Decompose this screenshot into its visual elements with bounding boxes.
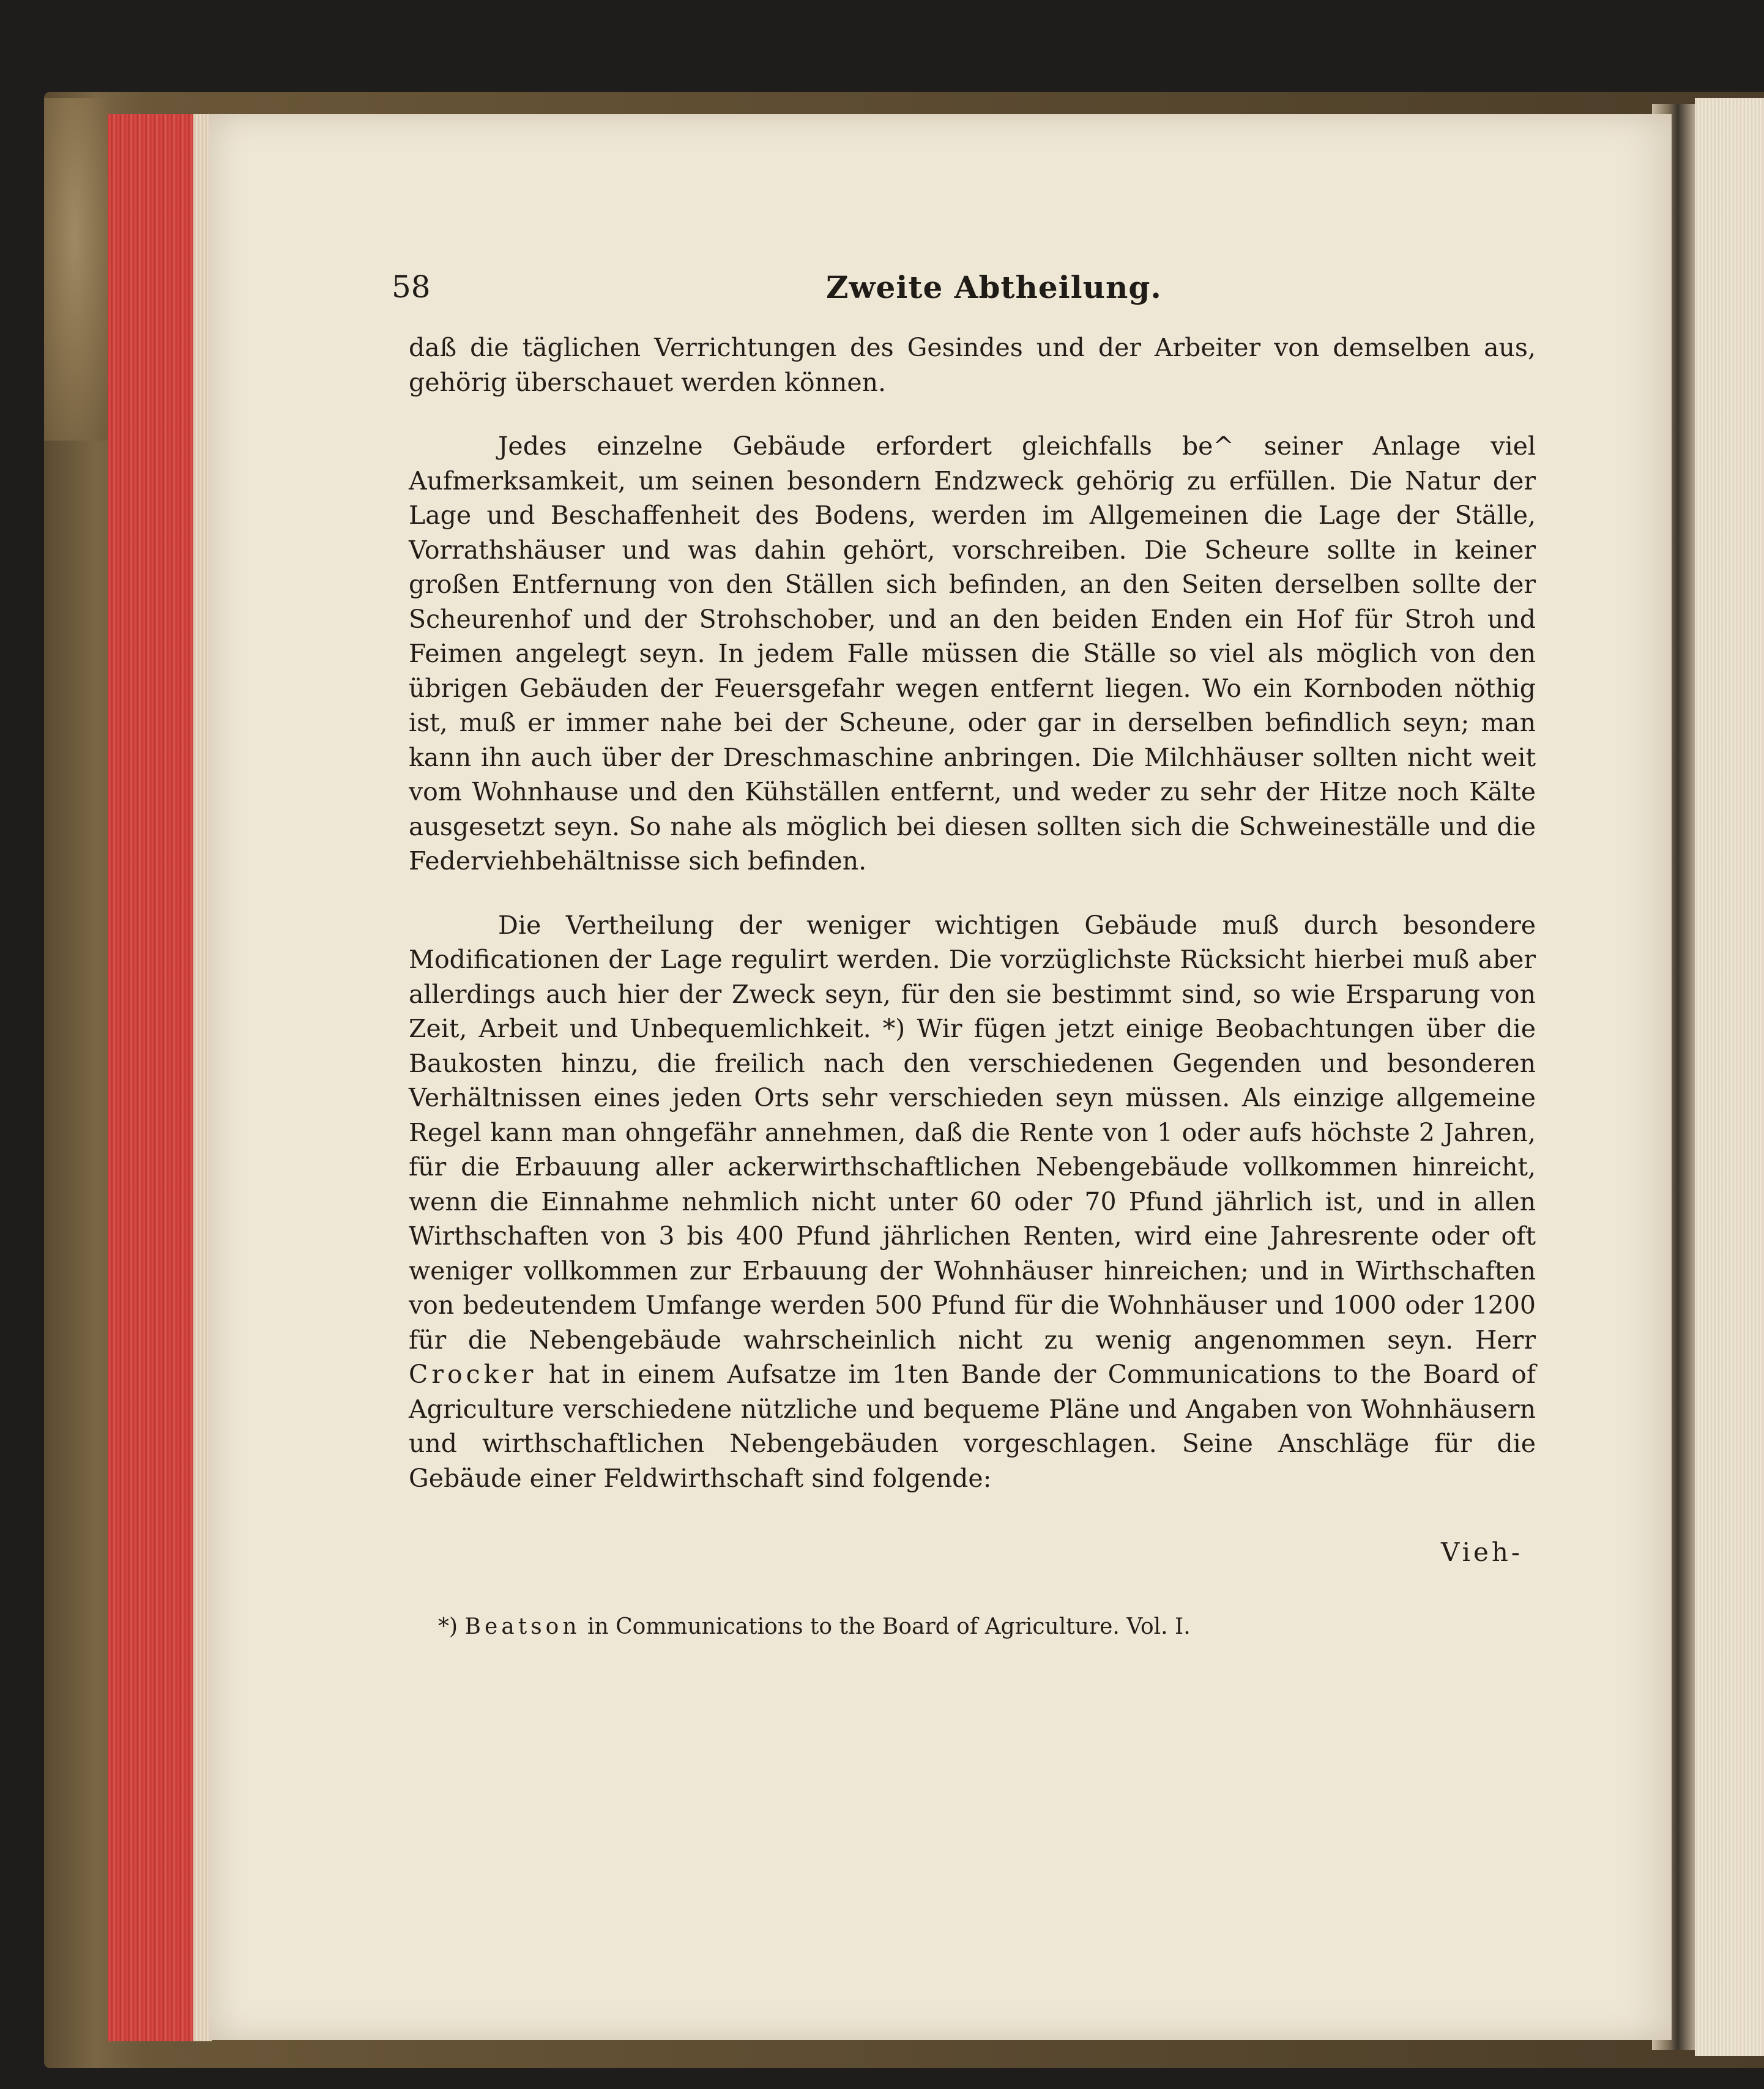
- paragraph-3-text-b: hat in einem Aufsatze im 1ten Bande der Communications to the Board of Agriculture verschiedene nützliche und bequeme Pläne und Angaben von Wohnhäusern und wirthschaftlichen Nebengebäuden vorgeschlagen. Seine Anschläge für die Gebäude einer Feldwirthschaft sind folgende:: [409, 1360, 1536, 1493]
- footnote-marker: *): [438, 1614, 458, 1639]
- footnote-author: Beatson: [464, 1614, 581, 1639]
- page-number: 58: [392, 269, 431, 305]
- paragraph-3: [409, 908, 1536, 1496]
- paragraph-3-text-a: Die Vertheilung der weniger wichtigen Gebäude muß durch besondere Modificationen der Lage regulirt werden. Die vorzüglichste Rücksicht hierbei muß aber allerdings auch hier der Zweck seyn, für den sie bestimmt sind, so wie Ersparung von Zeit, Arbeit und Unbequemlichkeit. *) Wir fügen jetzt einige Beobachtungen über die Baukosten hinzu, die freilich nach den verschiedenen Gegenden und besonderen Verhältnissen eines jeden Orts sehr verschieden seyn müssen. Als einzige allgemeine Regel kann man ohngefähr annehmen, daß die Rente von 1 oder aufs höchste 2 Jahren, für die Erbauung aller ackerwirthschaftlichen Nebengebäude vollkommen hinreicht, wenn die Einnahme nehmlich nicht unter 60 oder 70 Pfund jährlich ist, und in allen Wirthschaften von 3 bis 400 Pfund jährlichen Renten, wird eine Jahresrente oder oft weniger vollkommen zur Erbauung der Wohnhäuser hinreichen; und in Wirthschaften von bedeutendem Umfange werden 500 Pfund für die Wohnhäuser und 1000 oder 1200 für die Nebengebäude wahrscheinlich nicht zu wenig angenommen seyn. Herr: [409, 910, 1536, 1355]
- footnote: [438, 1614, 1539, 1639]
- facing-page-edge: [1695, 98, 1764, 2056]
- body-text: [409, 330, 1536, 1525]
- page-header: [392, 269, 1162, 312]
- paragraph-2: Jedes einzelne Gebäude erfordert gleichfalls be^ seiner Anlage viel Aufmerksamkeit, um seinen besondern Endzweck gehörig zu erfüllen. Die Natur der Lage und Beschaffenheit des Bodens, werden im Allgemeinen die Lage der Ställe, Vorrathshäuser und was dahin gehört, vorschreiben. Die Scheure sollte in keiner großen Entfernung von den Ställen sich befinden, an den Seiten derselben sollte der Scheurenhof und der Strohschober, und an den beiden Enden ein Hof für Stroh und Feimen angelegt seyn. In jedem Falle müssen die Ställe so viel als möglich von den übrigen Gebäuden der Feuersgefahr wegen entfernt liegen. Wo ein Kornboden nöthig ist, muß er immer nahe bei der Scheune, oder gar in derselben befindlich seyn; man kann ihn auch über der Dreschmaschine anbringen. Die Milchhäuser sollten nicht weit vom Wohnhause und den Kühställen entfernt, und weder zu sehr der Hitze noch Kälte ausgesetzt seyn. So nahe als möglich bei diesen sollten sich die Schweineställe und die Federviehbehältnisse sich befinden.: [409, 431, 1536, 876]
- paragraph-1: daß die täglichen Verrichtungen des Gesindes und der Arbeiter von demselben aus, gehörig überschauet werden können.: [409, 333, 1536, 397]
- footnote-text: in Communications to the Board of Agriculture. Vol. I.: [587, 1614, 1191, 1639]
- catchword: Vieh-: [1441, 1537, 1524, 1567]
- spaced-name-crocker: Crocker: [409, 1360, 537, 1389]
- running-title: Zweite Abtheilung.: [826, 269, 1162, 305]
- worn-spine-corner: [44, 98, 111, 441]
